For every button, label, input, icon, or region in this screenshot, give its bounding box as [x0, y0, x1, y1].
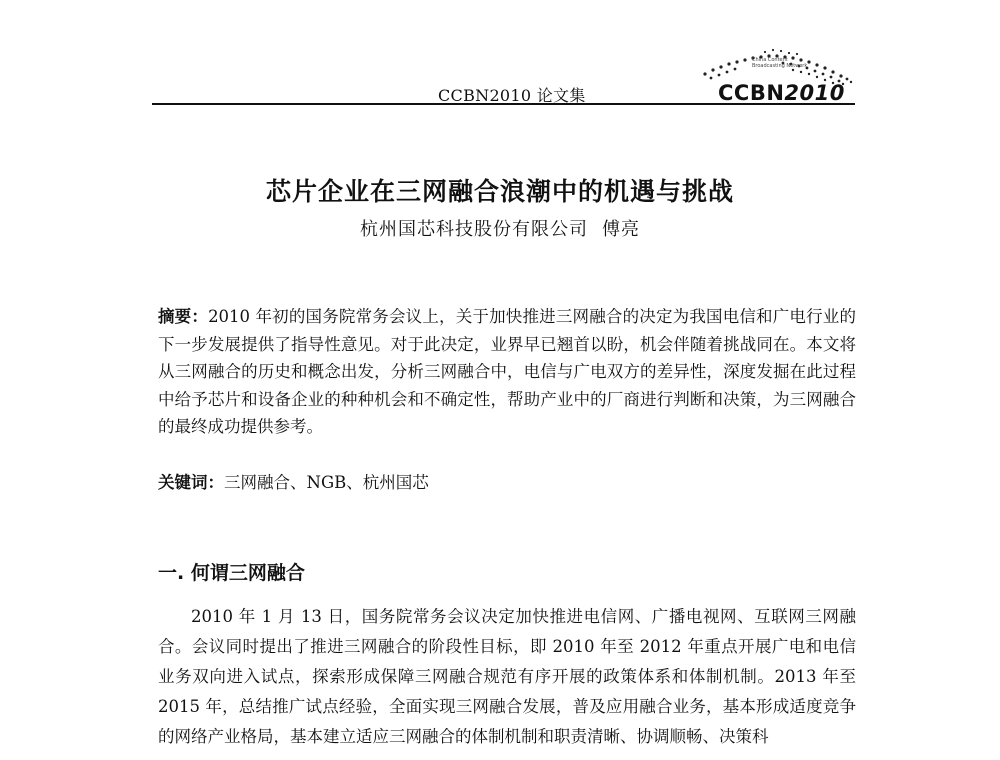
body-paragraph: 2010 年 1 月 13 日，国务院常务会议决定加快推进电信网、广播电视网、互联网三网融合。会议同时提出了推进三网融合的阶段性目标，即 2010 年至 2012 年重点开展广电和电信业务双向进入试点，探索形成保障三网融合规范有序开展的政策体系和体制机制。2013 年至 2015 年，总结推广试点经验，全面实现三网融合发展，普及应用融合业务，基本形成适度竞争的网络产业格局，基本建立适应三网融合的体制机制和职责清晰、协调顺畅、决策科: [158, 607, 856, 746]
paper-title: 芯片企业在三网融合浪潮中的机遇与挑战: [265, 177, 734, 206]
author-name: 傅亮: [602, 219, 640, 240]
author-line: [0, 215, 1000, 241]
abstract: [158, 303, 856, 441]
affiliation: 杭州国芯科技股份有限公司: [360, 219, 588, 240]
keywords-label: 关键词：: [158, 473, 224, 492]
abstract-label: 摘要：: [158, 307, 209, 326]
logo-text-main: CCBN: [718, 81, 785, 105]
logo-tagline: China Content Broadcasting Network: [752, 57, 808, 69]
keywords-text: 三网融合、NGB、杭州国芯: [224, 473, 429, 492]
header-collection-title: CCBN2010 论文集: [438, 86, 586, 105]
logo-text-year: 2010: [784, 81, 845, 105]
ccbn-logo: [718, 81, 845, 105]
abstract-text: 2010 年初的国务院常务会议上，关于加快推进三网融合的决定为我国电信和广电行业的下一步发展提供了指导性意见。对于此决定，业界早已翘首以盼，机会伴随着挑战同在。本文将从三网融合的历史和概念出发，分析三网融合中，电信与广电双方的差异性，深度发掘在此过程中给予芯片和设备企业的种种机会和不确定性，帮助产业中的厂商进行判断和决策，为三网融合的最终成功提供参考。: [158, 307, 856, 436]
header-divider: [152, 103, 855, 105]
keywords: [158, 469, 429, 493]
section-heading: 一. 何谓三网融合: [158, 562, 305, 584]
